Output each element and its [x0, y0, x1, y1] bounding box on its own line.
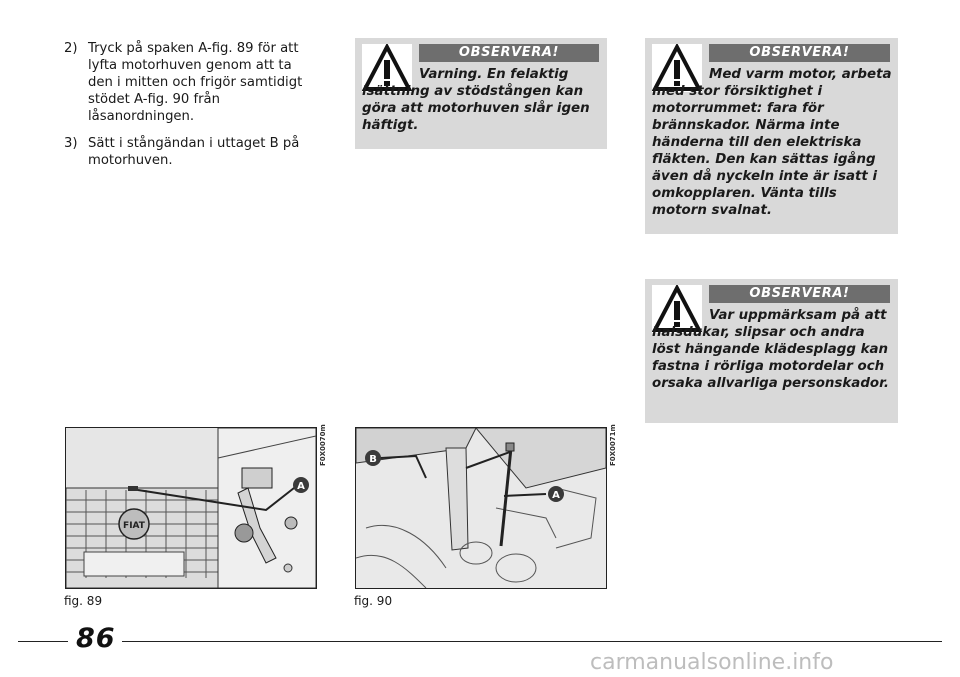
step-3	[64, 135, 314, 169]
warning-box-varm-motor	[645, 38, 898, 234]
callout-a: A	[297, 481, 305, 492]
instruction-steps	[64, 40, 314, 179]
warning-box-stod	[355, 38, 607, 149]
figure-caption: fig. 89	[64, 594, 103, 608]
footer-rule-right	[122, 641, 942, 642]
figure-code: F0X0070m	[319, 424, 327, 466]
step-text: Tryck på spaken A-fig. 89 för att lyfta motorhuven genom att ta den i mitten och frigör samtidigt stödet A-fig. 90 från låsanordningen.	[88, 41, 303, 124]
step-number: 3)	[64, 136, 78, 151]
figure-code: F0X0071m	[609, 424, 617, 466]
warning-text: Varning. En felaktig isättning av stödstången kan göra att motorhuven slår igen häftigt.	[362, 67, 590, 133]
step-2	[64, 40, 314, 125]
warning-box-klader	[645, 279, 898, 423]
warning-header: OBSERVERA!	[709, 44, 890, 62]
step-text: Sätt i stångändan i uttaget B på motorhuven.	[88, 136, 300, 168]
figure-89-hood-release	[65, 427, 317, 589]
fiat-logo: FIAT	[123, 521, 145, 531]
warning-text: Var uppmärksam på att halsdukar, slipsar och andra löst hängande klädesplagg kan fastna i rörliga motordelar och orsaka allvarliga personskador.	[652, 308, 889, 391]
figure-90-hood-prop	[355, 427, 607, 589]
warning-header: OBSERVERA!	[709, 285, 890, 303]
watermark: carmanualsonline.info	[590, 650, 834, 675]
warning-text: Med varm motor, arbeta med stor försiktighet i motorrummet: fara för brännskador. Närma inte händerna till den elektriska fläkten. Den kan sättas igång även då nyckeln inte är isatt i omkopplaren. Vänta tills motorn svalnat.	[652, 67, 892, 218]
callout-a: A	[552, 490, 560, 501]
warning-header: OBSERVERA!	[419, 44, 599, 62]
page-number: 86	[76, 623, 116, 654]
callout-b: B	[369, 454, 377, 465]
footer-rule-left	[18, 641, 68, 642]
step-number: 2)	[64, 41, 78, 56]
figure-caption: fig. 90	[354, 594, 393, 608]
